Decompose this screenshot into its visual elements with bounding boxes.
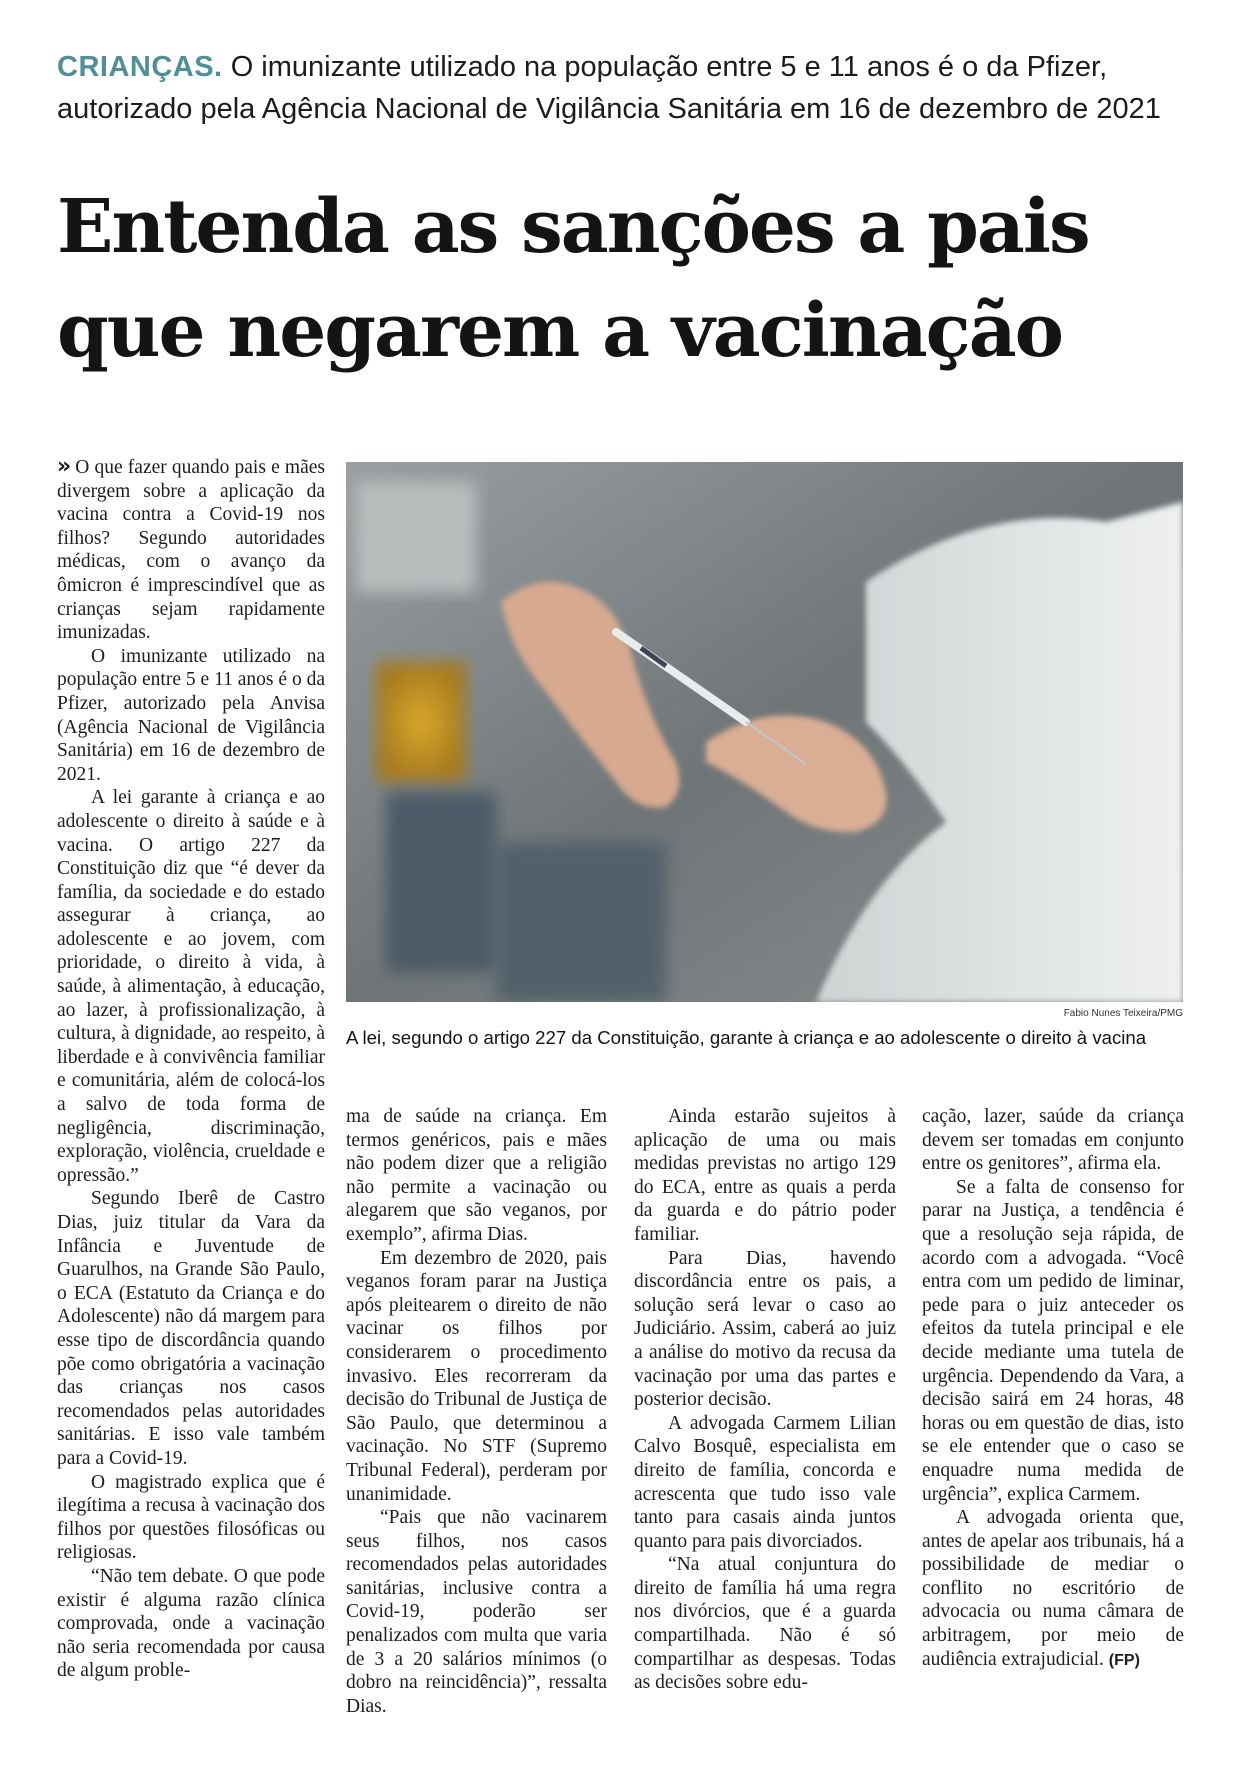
article-paragraph: A advogada Carmem Lilian Calvo Bosquê, especialista em direito de família, concorda e acrescenta que tudo isso vale tanto para casais ainda juntos quanto para pais divorciados.	[634, 1412, 896, 1552]
article-paragraph: O magistrado explica que é ilegítima a recusa à vacinação dos filhos por questões filosóficas ou religiosas.	[57, 1471, 325, 1564]
lead-text: O que fazer quando pais e mães divergem sobre a aplicação da vacina contra a Covid-19 nos filhos? Segundo autoridades médicas, com o avanço da ômicron é imprescindível que as crianças sejam rapidamente imunizadas.	[57, 457, 325, 644]
article-paragraph: Se a falta de consenso for parar na Justiça, a tendência é que a resolução seja rápida, de acordo com a advogada. “Você entra com um pedido de liminar, pede para o juiz anteceder os efeitos da tutela principal e ele decide mediante uma tutela de urgência. Dependendo da Vara, a decisão sairá em 24 horas, 48 horas ou em questão de dias, isto se ele entender que o caso se enquadre numa medida de urgência”, explica Carmem.	[922, 1176, 1184, 1505]
article-paragraph: “Pais que não vacinarem seus filhos, nos casos recomendados pelas autoridades sanitárias, inclusive contra a Covid-19, poderão ser penalizados com multa que varia de 3 a 20 salários mínimos (o dobro na reincidência)”, ressalta Dias.	[346, 1507, 607, 1717]
article-paragraph	[57, 455, 325, 645]
article-column-3	[634, 1105, 896, 1695]
article-paragraph	[922, 1506, 1184, 1672]
article-paragraph: A lei garante à criança e ao adolescente o direito à saúde e à vacina. O artigo 227 da Constituição diz que “é dever da família, da sociedade e do estado assegurar à criança, ao adolescente e ao jovem, com prioridade, o direito à vida, à saúde, à alimentação, à educação, ao lazer, à profissionalização, à cultura, à dignidade, ao respeito, à liberdade e à convivência familiar e comunitária, além de colocá-los a salvo de toda forma de negligência, discriminação, exploração, violência, crueldade e opressão.”	[57, 787, 325, 1186]
article-paragraph: “Na atual conjuntura do direito de família há uma regra nos divórcios, que é a guarda compartilhada. Não é só compartilhar as despesas. Todas as decisões sobre edu-	[634, 1554, 896, 1694]
headline-line-1: Entenda as sanções a pais	[57, 184, 1089, 270]
kicker-line-2: autorizado pela Agência Nacional de Vigilância Sanitária em 16 de dezembro de 2021	[57, 93, 1161, 125]
vaccine-photo	[346, 462, 1183, 1002]
kicker-line-1	[57, 46, 1187, 88]
article-paragraph: Em dezembro de 2020, pais veganos foram parar na Justiça após pleitearem o direito de não vacinar os filhos por considerarem o procedimento invasivo. Eles recorreram da decisão do Tribunal de Justiça de São Paulo, que determinou a vacinação. No STF (Supremo Tribunal Federal), perderam por unanimidade.	[346, 1247, 607, 1505]
article-column-2	[346, 1105, 607, 1718]
article-paragraph: Para Dias, havendo discordância entre os pais, a solução será levar o caso ao Judiciário. Assim, caberá ao juiz a análise do motivo da recusa da vacinação por uma das partes e posterior decisão.	[634, 1247, 896, 1411]
vaccine-photo-image	[346, 462, 1183, 1002]
kicker	[57, 46, 1187, 130]
closing-text: A advogada orienta que, antes de apelar aos tribunais, há a possibilidade de mediar o conflito no escritório de advocacia ou numa câmara de arbitragem, por meio de audiência extrajudicial.	[922, 1507, 1184, 1670]
article-paragraph: Ainda estarão sujeitos à aplicação de uma ou mais medidas previstas no artigo 129 do ECA, entre as quais a perda da guarda e do pátrio poder familiar.	[634, 1106, 896, 1245]
photo-caption: A lei, segundo o artigo 227 da Constituição, garante à criança e ao adolescente o direito à vacina	[346, 1027, 1147, 1048]
article-paragraph: O imunizante utilizado na população entre 5 e 11 anos é o da Pfizer, autorizado pela Anvisa (Agência Nacional de Vigilância Sanitária) em 16 de dezembro de 2021.	[57, 645, 325, 785]
article-column-4	[922, 1105, 1184, 1672]
author-signature: (FP)	[1108, 1651, 1140, 1669]
kicker-text-1: O imunizante utilizado na população entre 5 e 11 anos é o da Pfizer,	[230, 51, 1108, 83]
article-column-1	[57, 455, 325, 1683]
article-paragraph: ma de saúde na criança. Em termos genéricos, pais e mães não podem dizer que a religião não permite a vacinação ou alegarem que são veganos, por exemplo”, afirma Dias.	[346, 1106, 607, 1245]
photo-credit: Fabio Nunes Teixeira/PMG	[1063, 1008, 1183, 1019]
article-paragraph: Segundo Iberê de Castro Dias, juiz titular da Vara da Infância e Juventude de Guarulhos, na Grande São Paulo, o ECA (Estatuto da Criança e do Adolescente) não dá margem para esse tipo de discordância quando põe como obrigatória a vacinação das crianças nos casos recomendados pelas autoridades sanitárias. E isso vale também para a Covid-19.	[57, 1188, 325, 1469]
headline-line-2: que negarem a vacinação	[57, 288, 1063, 374]
article-paragraph: “Não tem debate. O que pode existir é alguma razão clínica comprovada, onde a vacinação não seria recomendada por causa de algum proble-	[57, 1565, 325, 1682]
lead-chevron-icon: »	[57, 454, 72, 479]
section-tag: CRIANÇAS.	[57, 51, 223, 83]
article-paragraph: cação, lazer, saúde da criança devem ser tomadas em conjunto entre os genitores”, afirma ela.	[922, 1106, 1184, 1175]
headline	[57, 175, 1197, 383]
